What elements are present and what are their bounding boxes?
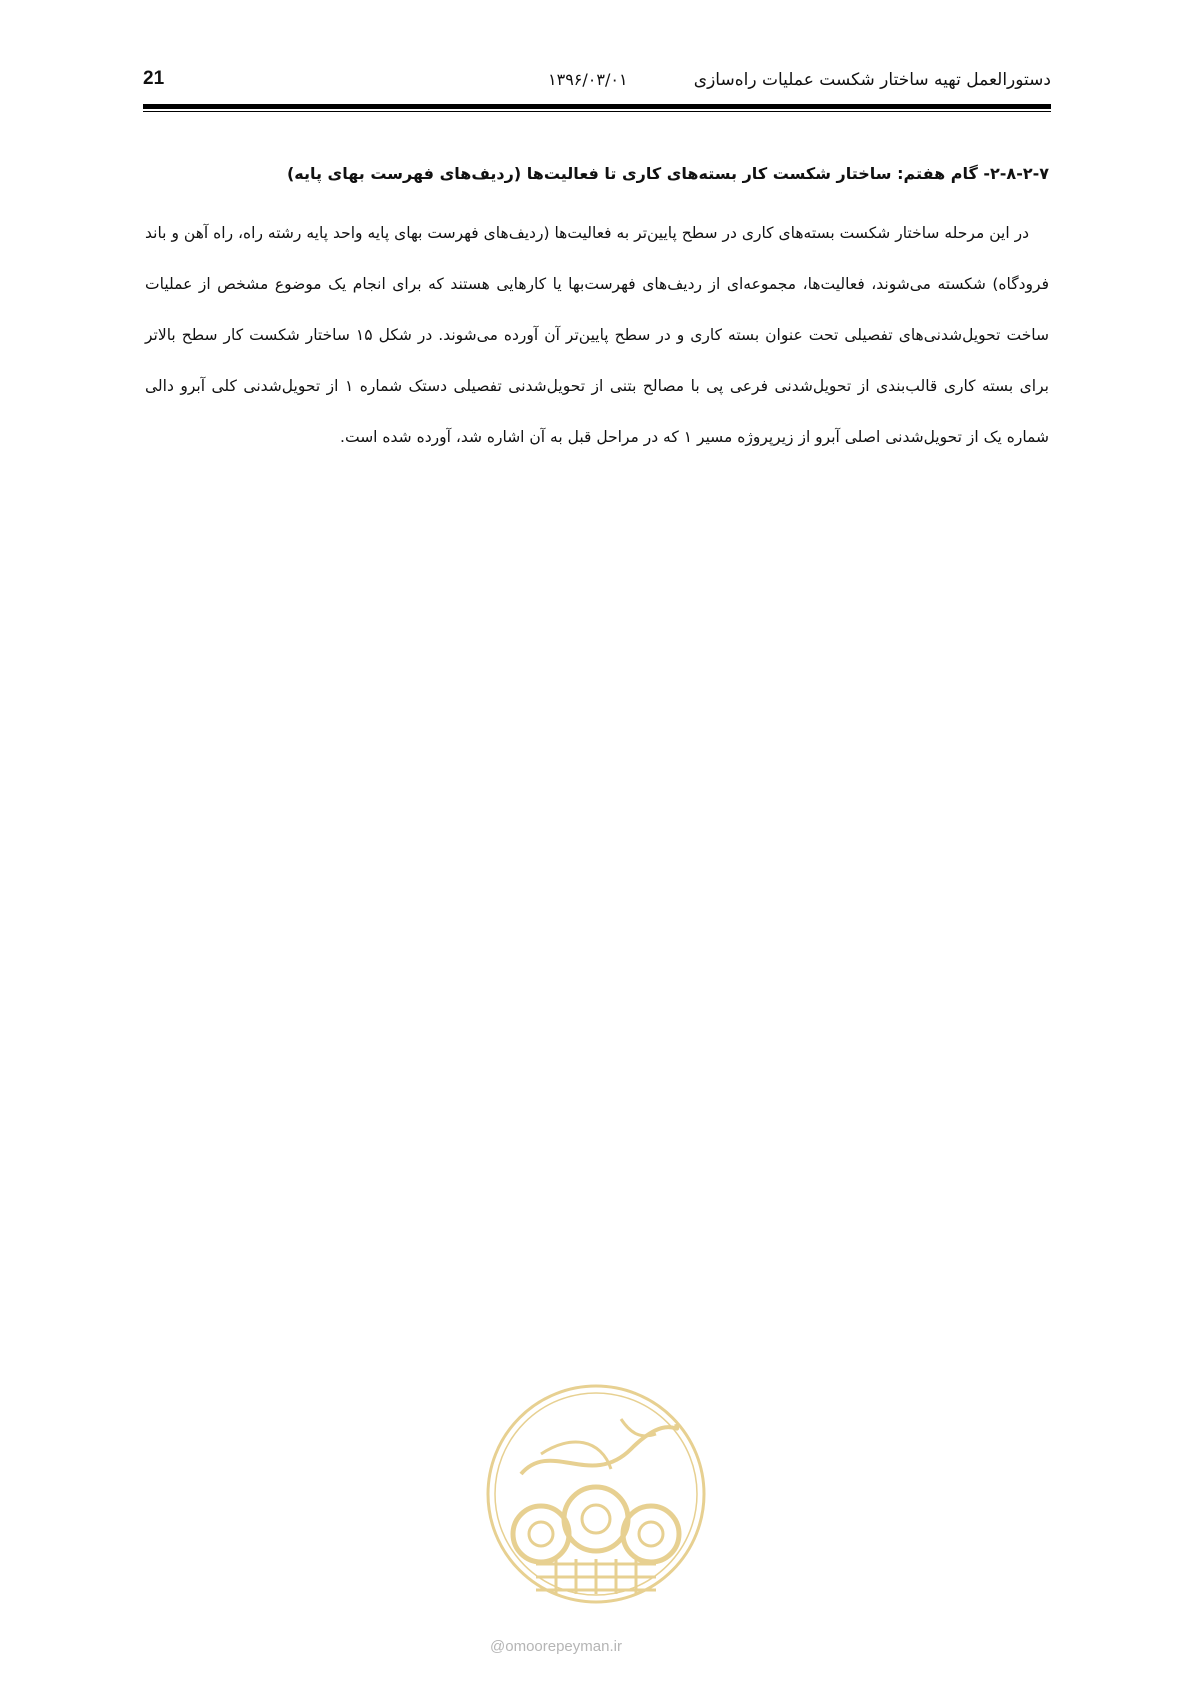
- seal-logo: [481, 1379, 711, 1609]
- document-date: ۱۳۹۶/۰۳/۰۱: [548, 70, 628, 89]
- website-watermark: @omoorepeyman.ir: [490, 1638, 622, 1655]
- seal-logo-graphic: [481, 1379, 711, 1609]
- body-paragraph: در این مرحله ساختار شکست بسته‌های کاری در سطح پایین‌تر به فعالیت‌ها (ردیف‌های فهرست بهای پایه واحد پایه رشته راه، راه آهن و باند فرودگاه) شکسته می‌شوند، فعالیت‌ها، مجموعه‌ای از ردیف‌های فهرست‌بها یا کارهایی هستند که برای انجام یک موضوع مشخص از عملیات ساخت تحویل‌شدنی‌های تفصیلی تحت عنوان بسته کاری و در سطح پایین‌تر آن آورده می‌شوند. در شکل ۱۵ ساختار شکست کار سطح بالاتر برای بسته کاری قالب‌بندی از تحویل‌شدنی فرعی پی با مصالح بتنی از تحویل‌شدنی تفصیلی دستک شماره ۱ از تحویل‌شدنی کلی آبرو دالی شماره یک از تحویل‌شدنی اصلی آبرو از زیرپروژه مسیر ۱ که در مراحل قبل به آن اشاره شد، آورده شده است.: [145, 224, 1049, 446]
- header-rule-thin: [143, 111, 1051, 112]
- header-rule-thick: [143, 104, 1051, 109]
- document-title: دستورالعمل تهیه ساختار شکست عملیات راه‌سازی: [693, 70, 1051, 90]
- page-header: [143, 62, 1051, 102]
- page-number: 21: [143, 68, 165, 89]
- section-heading: ۲-۸-۲-۷- گام هفتم: ساختار شکست کار بسته‌های کاری تا فعالیت‌ها (ردیف‌های فهرست بهای پایه): [286, 164, 1049, 183]
- page-body: [145, 160, 1049, 463]
